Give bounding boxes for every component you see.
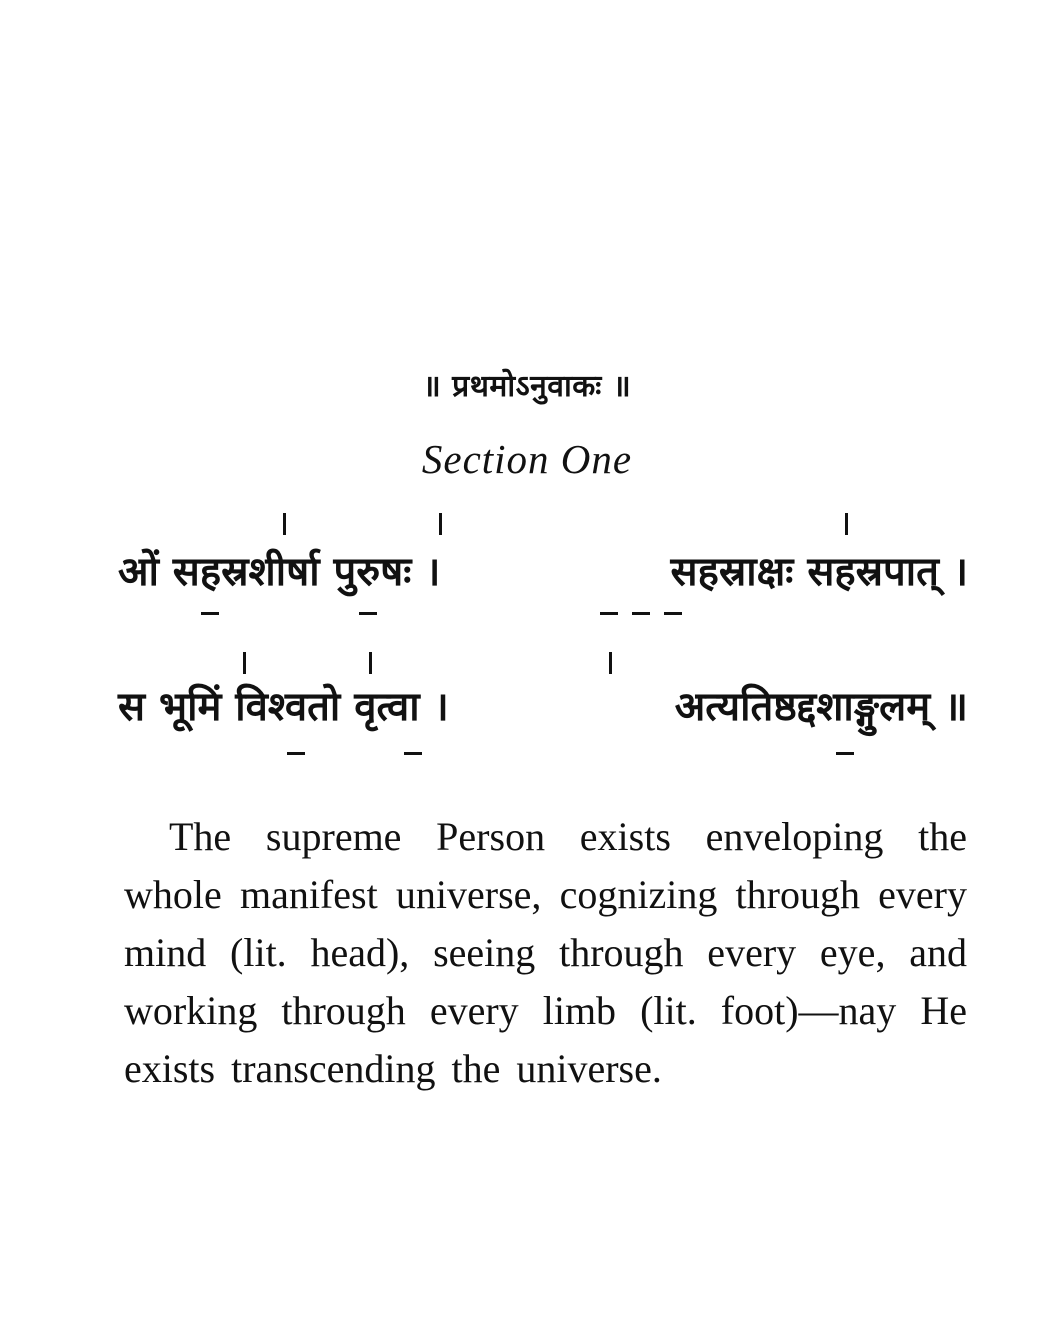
- svarita-accent-mark: [283, 513, 286, 535]
- verse-line-2-first-half: स भूमिं विश्वतो वृत्वा ।: [118, 683, 449, 730]
- svarita-accent-mark: [845, 513, 848, 535]
- anudatta-accent-mark: [836, 752, 854, 755]
- verse-line-2: [118, 675, 968, 739]
- anudatta-accent-mark: [287, 752, 305, 755]
- verse-line-2-second-half: अत्यतिष्ठद्दशाङ्गुलम् ॥: [674, 683, 968, 730]
- anudatta-accent-mark: [359, 612, 377, 615]
- anudatta-accent-mark: [201, 612, 219, 615]
- translation-paragraph: [124, 808, 967, 1098]
- verse-line-1: [118, 540, 968, 604]
- section-heading-sanskrit: ॥ प्रथमोऽनुवाकः ॥: [422, 369, 632, 404]
- svarita-accent-mark: [439, 513, 442, 535]
- section-heading-english: Section One: [421, 436, 633, 482]
- svarita-accent-mark: [369, 652, 372, 674]
- anudatta-accent-mark: [632, 612, 650, 615]
- anudatta-accent-mark: [664, 612, 682, 615]
- verse-line-1-first-half: ओं सहस्रशीर्षा पुरुषः ।: [118, 548, 441, 595]
- verse-line-1-second-half: सहस्राक्षः सहस्रपात् ।: [670, 548, 968, 595]
- svarita-accent-mark: [609, 652, 612, 674]
- anudatta-accent-mark: [404, 752, 422, 755]
- translation-text: The supreme Person exists enveloping the whole manifest universe, cognizing through every mind (lit. head), seeing through every eye, and working through every limb (lit. foot)—nay He exists transcending the universe.: [124, 814, 967, 1091]
- anudatta-accent-mark: [600, 612, 618, 615]
- svarita-accent-mark: [243, 652, 246, 674]
